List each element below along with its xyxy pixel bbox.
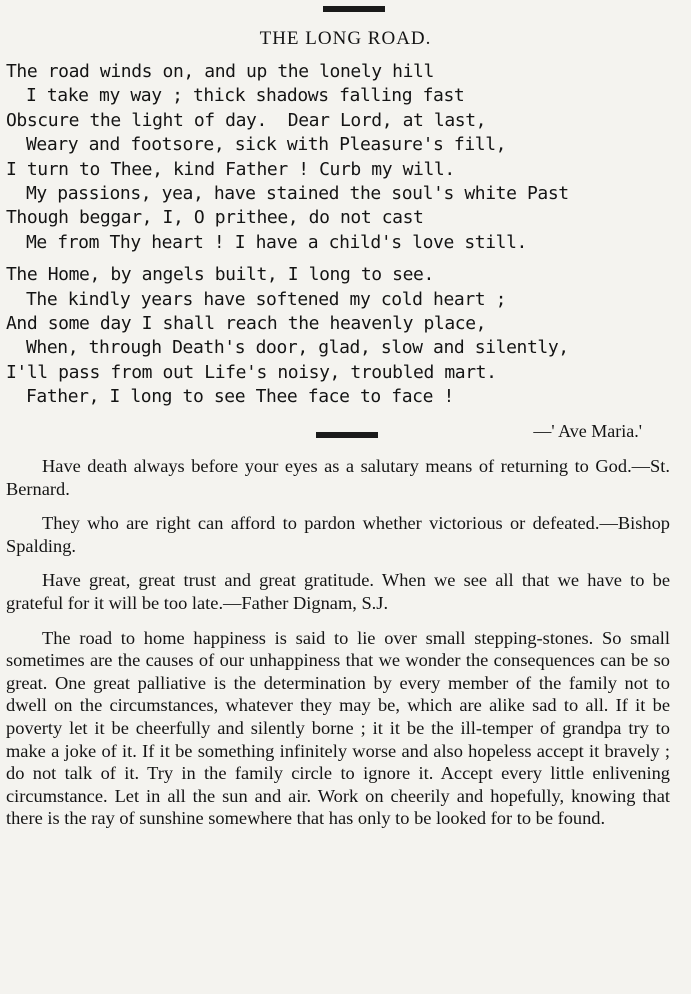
- poem-line: Father, I long to see Thee face to face !: [26, 386, 454, 408]
- poem-line: I turn to Thee, kind Father ! Curb my will.: [6, 158, 455, 180]
- essay-paragraph: The road to home happiness is said to lie over small stepping-stones. So small sometimes are the causes of our unhappiness that we wonder the consequences can be so great. One great palliative is the determination by every member of the family not to dwell on the circumstances, whatever they may be, which are alike sad to all. If it be poverty let it be cheerfully and silently borne ; it it be the ill-temper of grandpa try to make a joke of it. If it be something infinitely worse and also hopeless accept it bravely ; do not talk of it. Try in the family circle to ignore it. Accept every little enlivening circumstance. Let in all the sun and air. Work on cheerily and hopefully, knowing that there is the ray of sunshine somewhere that has only to be looked for to be found.: [6, 627, 670, 829]
- top-rule-divider: [323, 6, 385, 12]
- poem-line: Weary and footsore, sick with Pleasure's fill,: [26, 134, 507, 156]
- quotations-section: [6, 455, 670, 842]
- poem-line: And some day I shall reach the heavenly place,: [6, 313, 487, 335]
- poem-body: [6, 60, 676, 444]
- poem-line: Though beggar, I, O prithee, do not cast: [6, 207, 424, 229]
- poem-line: Obscure the light of day. Dear Lord, at last,: [6, 109, 487, 131]
- poem-line: My passions, yea, have stained the soul's white Past: [26, 183, 569, 205]
- poem-line: The road winds on, and up the lonely hill: [6, 61, 434, 82]
- poem-line: The Home, by angels built, I long to see.: [6, 264, 434, 286]
- poem-line: I take my way ; thick shadows falling fast: [26, 85, 465, 107]
- quotation-paragraph: Have great, great trust and great gratitude. When we see all that we have to be grateful for it will be too late.—Father Dignam, S.J.: [6, 570, 670, 613]
- quotation-paragraph: They who are right can afford to pardon whether victorious or defeated.—Bishop Spalding.: [6, 513, 670, 556]
- poem-line: I'll pass from out Life's noisy, troubled mart.: [6, 361, 497, 383]
- poem-title: THE LONG ROAD.: [259, 28, 432, 49]
- poem-line: When, through Death's door, glad, slow and silently,: [26, 337, 569, 359]
- quotation-paragraph: Have death always before your eyes as a salutary means of returning to God.—St. Bernard.: [6, 456, 670, 499]
- section-rule-divider: [316, 432, 378, 438]
- poem-stanza-2: [6, 263, 676, 409]
- poem-attribution: —' Ave Maria.': [533, 420, 642, 441]
- poem-line: Me from Thy heart ! I have a child's love still.: [26, 231, 527, 253]
- poem-stanza-1: [6, 60, 676, 255]
- poem-line: The kindly years have softened my cold heart ;: [26, 288, 507, 310]
